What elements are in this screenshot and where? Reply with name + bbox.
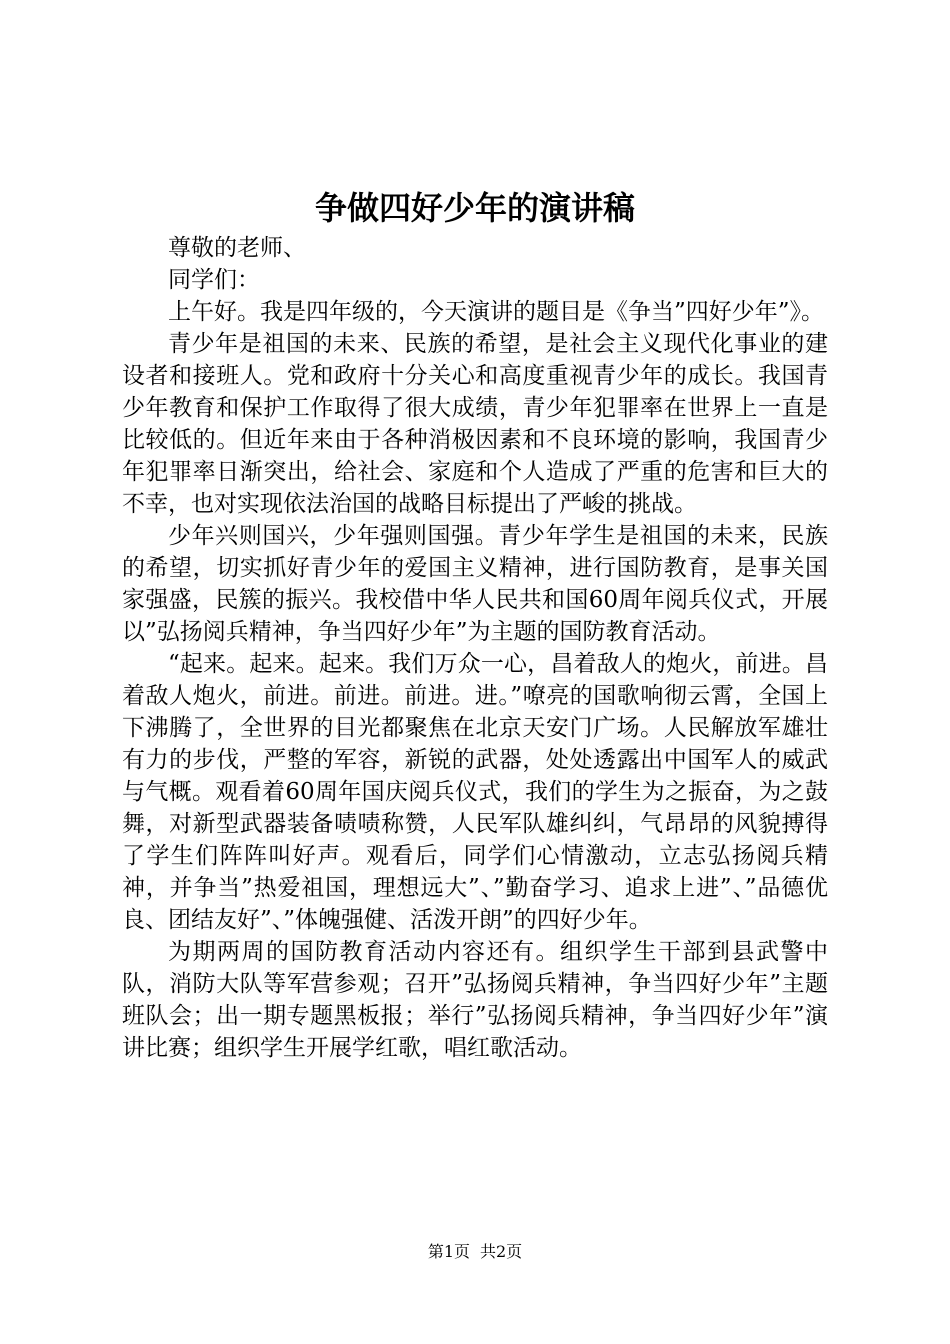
page-number: 第1页 [427,1242,470,1261]
body-paragraph: 青少年是祖国的未来、民族的希望，是社会主义现代化事业的建设者和接班人。党和政府十分关心和高度重视青少年的成长。我国青少年教育和保护工作取得了很大成绩，青少年犯罪率在世界上一直是比较低的。但近年来由于各种消极因素和不良环境的影响，我国青少年犯罪率日渐突出，给社会、家庭和个人造成了严重的危害和巨大的不幸，也对实现依法治国的战略目标提出了严峻的挑战。 [122,331,828,517]
page-footer [0,1240,950,1264]
document-body [122,232,828,1064]
salutation-line-2: 同学们： [168,267,260,293]
body-paragraph: “起来。起来。起来。我们万众一心，昌着敌人的炮火，前进。昌着敌人炮火，前进。前进。前进。进。”嘹亮的国歌响彻云霄，全国上下沸腾了，全世界的目光都聚焦在北京天安门广场。人民解放军雄壮有力的步伐，严整的军容，新锐的武器，处处透露出中国军人的威武与气概。观看着60周年国庆阅兵仪式，我们的学生为之振奋，为之鼓舞，对新型武器装备啧啧称赞，人民军队雄纠纠，气昂昂的风貌搏得了学生们阵阵叫好声。观看后，同学们心情激动，立志弘扬阅兵精神，并争当”热爱祖国，理想远大”、”勤奋学习、追求上进”、”品德优良、团结友好”、”体魄强健、活泼开朗”的四好少年。 [122,651,828,933]
greeting-paragraph: 上午好。我是四年级的，今天演讲的题目是《争当”四好少年”》。 [168,299,825,325]
document-title: 争做四好少年的演讲稿 [314,189,635,227]
body-paragraph: 少年兴则国兴，少年强则国强。青少年学生是祖国的未来，民族的希望，切实抓好青少年的爱国主义精神，进行国防教育，是事关国家强盛，民簇的振兴。我校借中华人民共和国60周年阅兵仪式，开展以”弘扬阅兵精神，争当四好少年”为主题的国防教育活动。 [122,523,828,645]
page-total: 共2页 [480,1242,523,1261]
body-paragraph: 为期两周的国防教育活动内容还有。组织学生干部到县武警中队，消防大队等军营参观；召开”弘扬阅兵精神，争当四好少年”主题班队会；出一期专题黑板报；举行”弘扬阅兵精神，争当四好少年”演讲比赛；组织学生开展学红歌，唱红歌活动。 [122,939,828,1061]
salutation-line-1: 尊敬的老师、 [168,235,306,261]
